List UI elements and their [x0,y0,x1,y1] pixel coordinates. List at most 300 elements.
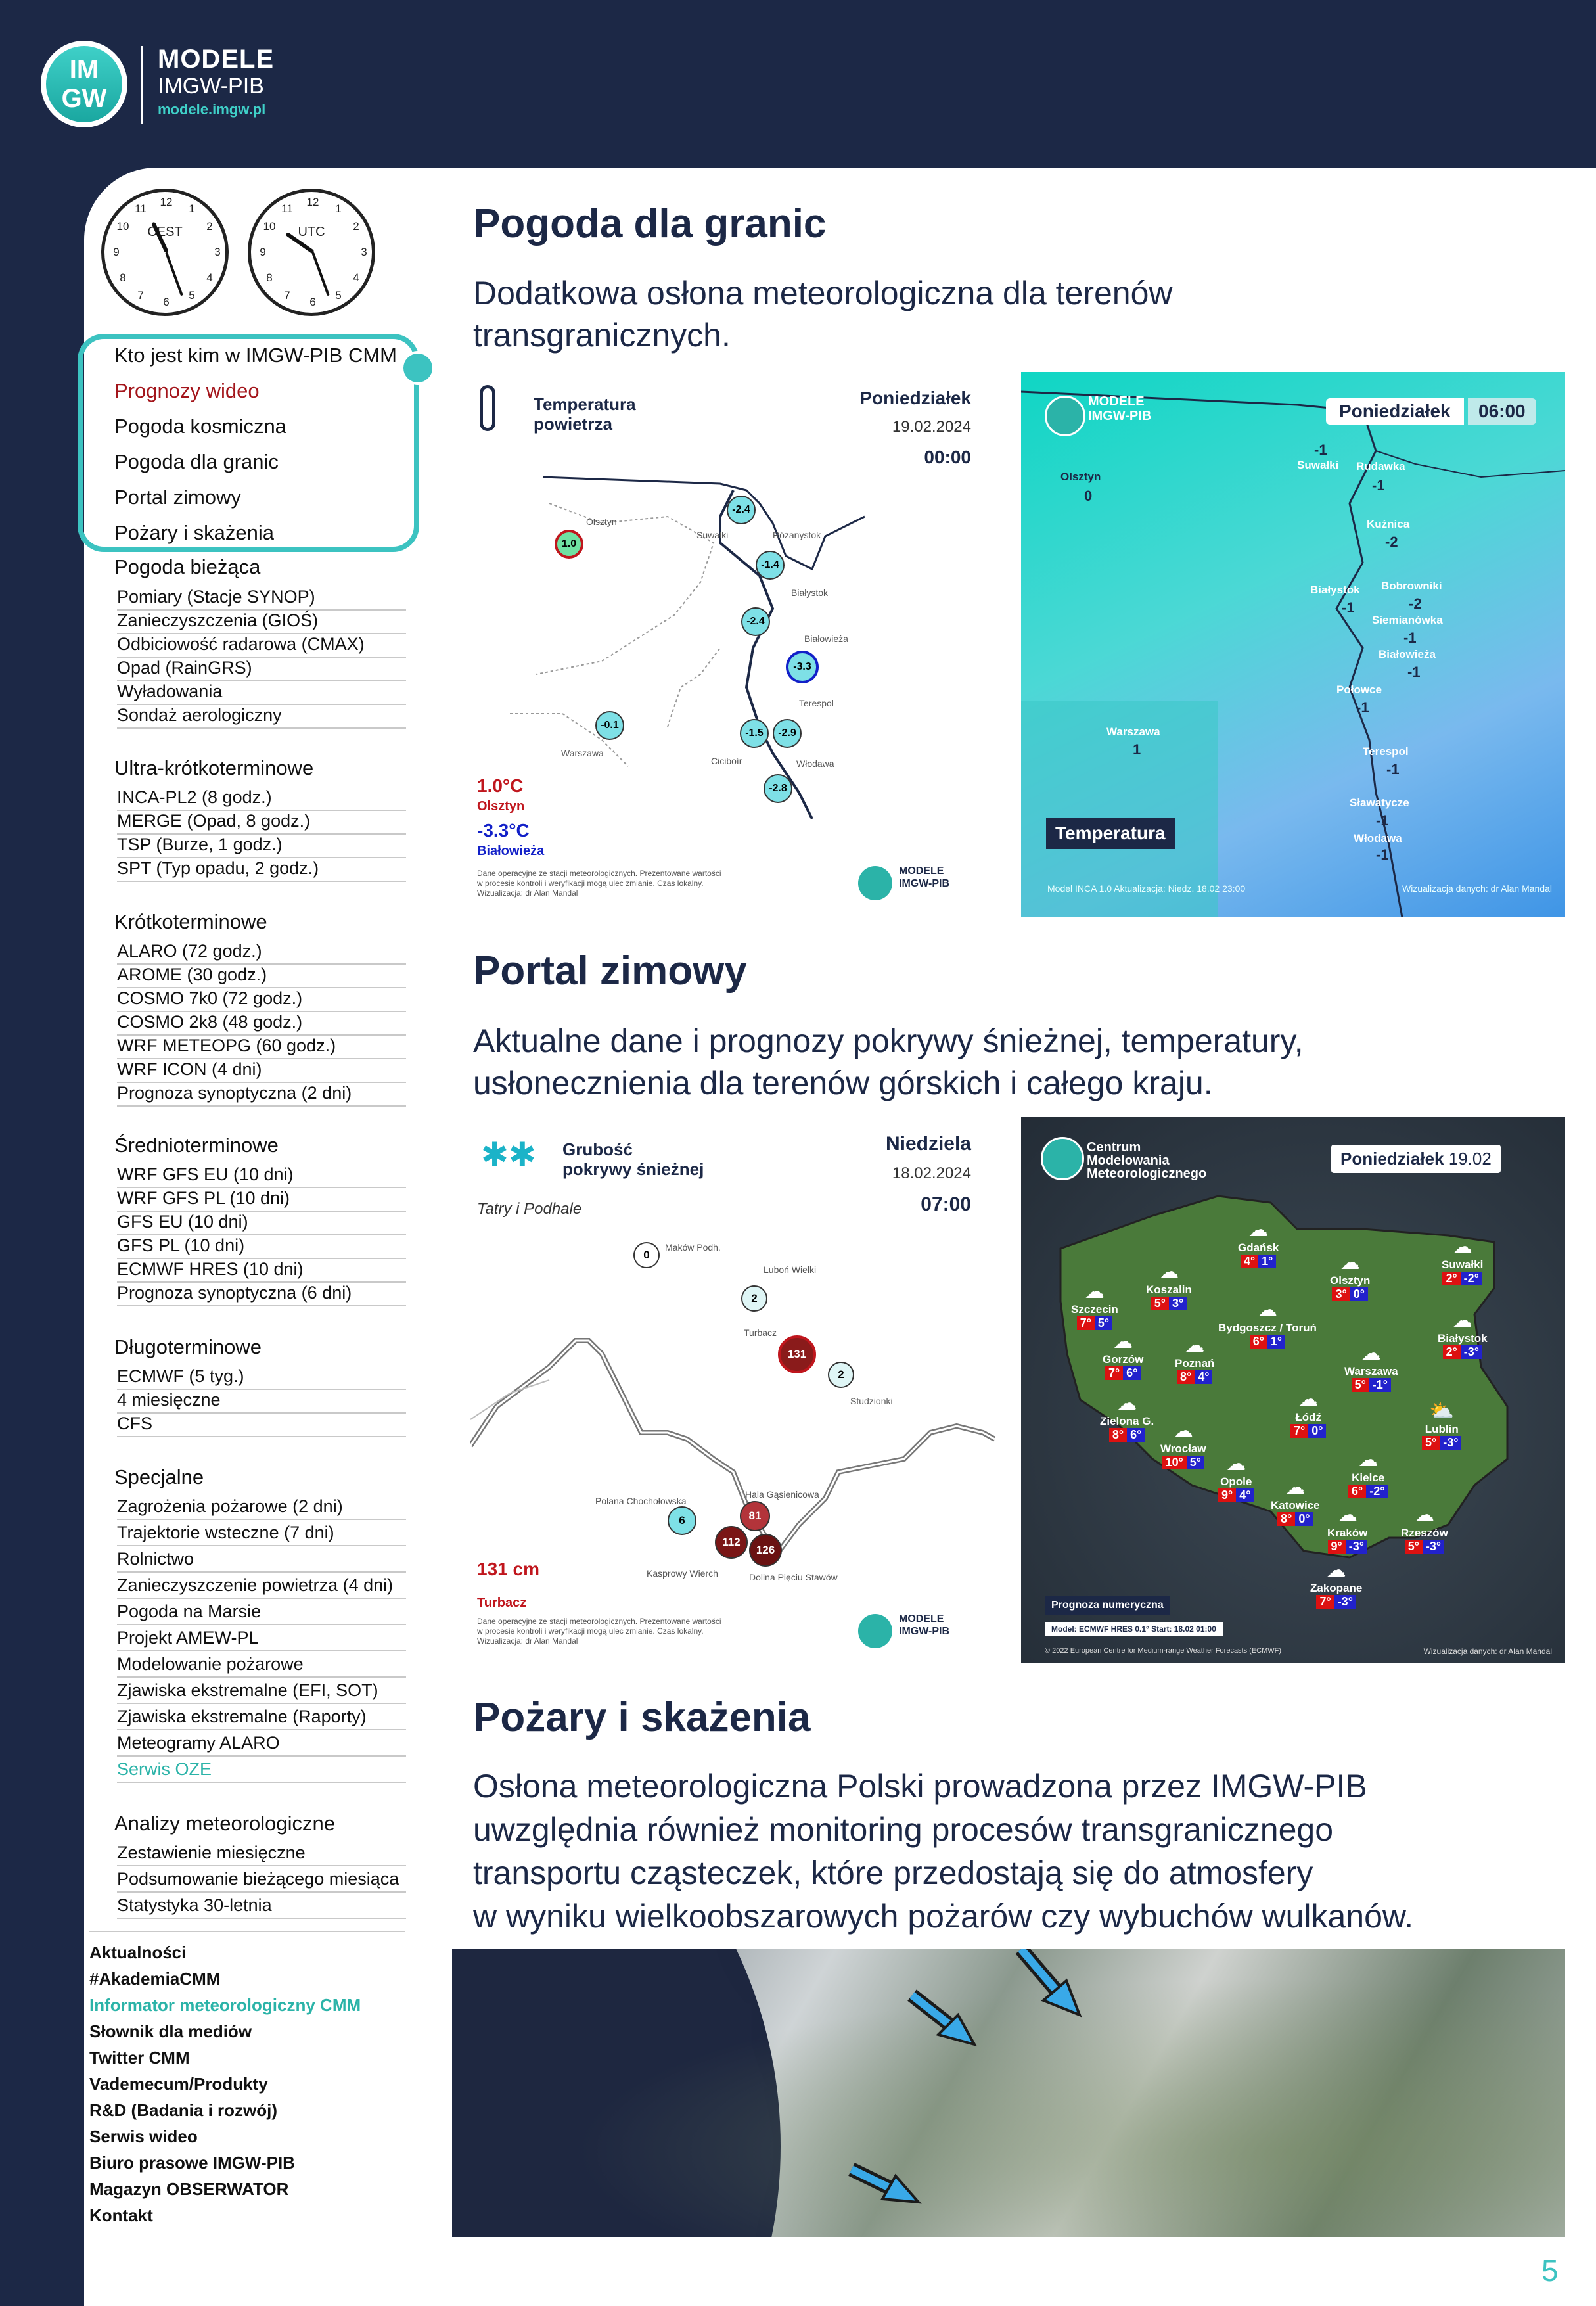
nav-subitem[interactable]: Meteogramy ALARO [117,1733,406,1757]
inca-point-value: -2 [1409,595,1422,612]
city-name: Wrocław [1160,1442,1206,1455]
city-name: Opole [1220,1475,1252,1488]
nav-subitem[interactable]: Odbiciowość radarowa (CMAX) [117,634,406,658]
nav-subitem[interactable]: Zjawiska ekstremalne (EFI, SOT) [117,1680,406,1704]
temp-min: 4° [1236,1488,1254,1502]
nav-item-pogoda-kosmiczna[interactable]: Pogoda kosmiczna [114,415,286,438]
map-footer-left: Model INCA 1.0 Aktualizacja: Niedz. 18.02 23:00 [1047,883,1246,894]
clock-label: CEST [147,225,183,239]
station-bubble[interactable]: -1.4 [756,551,785,580]
map-label: Temperatura [1046,818,1175,849]
nav-subitem[interactable]: 4 miesięczne [117,1390,406,1414]
city-name: Koszalin [1146,1283,1192,1296]
temp-min: -3° [1346,1540,1367,1554]
nav-subitem[interactable]: COSMO 2k8 (48 godz.) [117,1012,406,1036]
station-bubble[interactable]: 6 [668,1506,696,1535]
nav-group-title: Pogoda bieżąca [114,555,261,578]
inca-point-value: -1 [1386,761,1400,777]
temp-max: 5° [1352,1378,1369,1392]
nav-subitem[interactable]: WRF GFS PL (10 dni) [117,1188,406,1212]
temp-max: 8° [1177,1370,1195,1384]
city-name: Łódź [1295,1411,1322,1423]
temp-max: 7° [1077,1316,1095,1330]
cloud-icon: ☁ [1452,1236,1472,1258]
temp-min: 1° [1267,1335,1285,1349]
map-brand: MODELE IMGW-PIB [899,1613,949,1637]
section-text: Dodatkowa osłona meteorologiczna dla terenów [473,275,1173,311]
city-name: Szczecin [1071,1303,1118,1316]
inca-point-value: -1 [1314,442,1327,458]
imgw-logo-mark: IM GW [46,46,122,122]
forecast-city [1100,1392,1154,1442]
station-bubble[interactable]: -0.1 [595,711,624,740]
cloud-icon: ☁ [1113,1331,1133,1352]
inca-point-value: -1 [1403,630,1417,646]
map-title: Temperatura powietrza [534,394,636,434]
clock-number: 12 [306,196,319,208]
nav-link[interactable]: Kontakt [89,2205,153,2225]
clock-number: 4 [353,271,359,284]
cloud-icon: ☁ [1226,1453,1246,1475]
nav-subitem[interactable]: ALARO (72 godz.) [117,941,406,965]
temp-min: -1° [1369,1378,1391,1392]
map-title: Grubość pokrywy śnieżnej [562,1140,704,1179]
min-city: Białowieża [477,844,545,858]
section-title: Portal zimowy [473,948,747,994]
temp-max: 7° [1105,1366,1123,1380]
map-time: 00:00 [924,447,971,467]
section-text: Osłona meteorologiczna Polski prowadzona przez IMGW-PIB [473,1768,1367,1805]
section-text: transportu cząsteczek, które przedostają się do atmosfery [473,1855,1313,1891]
forecast-label: Prognoza numeryczna [1045,1596,1170,1615]
city-name: Rzeszów [1401,1527,1448,1539]
nav-group-title: Średnioterminowe [114,1134,279,1157]
cloud-icon: ☁ [1158,1261,1179,1283]
clock-number: 5 [189,289,195,302]
imgw-logo-small [1045,396,1085,436]
station-bubble[interactable]: -1.5 [740,719,769,748]
inca-point-name: Połowce [1336,683,1382,696]
forecast-city [1146,1260,1192,1310]
inca-point-value: -1 [1376,812,1389,829]
imgw-logo-small [1041,1137,1084,1180]
map-footer-right: Wizualizacja danych: dr Alan Mandal [1402,883,1552,894]
temp-max: 6° [1348,1485,1366,1498]
minute-hand [165,252,183,296]
brand-url[interactable]: modele.imgw.pl [158,101,266,118]
logo-separator [141,46,143,124]
transport-arrows [452,1949,1565,2237]
max-city: Turbacz [477,1596,527,1610]
inca-point-value: -1 [1342,599,1355,616]
nav-divider [89,1931,405,1932]
station-name: Luboń Wielki [764,1264,817,1275]
temp-min: -3° [1423,1540,1444,1554]
city-name: Lublin [1425,1423,1459,1435]
map-brand: Centrum Modelowania Meteorologicznego [1087,1140,1207,1181]
clock-number: 1 [335,202,342,215]
cloud-icon: ☁ [1173,1420,1193,1442]
nav-item-kto-jest-kim[interactable]: Kto jest kim w IMGW-PIB CMM [114,344,398,367]
map-date: 18.02.2024 [892,1165,971,1182]
nav-item-prognozy-wideo[interactable]: Prognozy wideo [114,379,260,402]
station-name: Warszawa [561,748,604,758]
map-brand: MODELE IMGW-PIB [1088,394,1152,423]
sun-cloud-icon: ⛅ [1429,1400,1454,1422]
forecast-city [1290,1388,1326,1438]
forecast-city [1160,1419,1206,1469]
nav-subitem[interactable]: WRF METEOPG (60 godz.) [117,1036,406,1059]
forecast-city [1071,1280,1118,1330]
clock-number: 3 [214,246,221,258]
nav-subitem[interactable]: WRF ICON (4 dni) [117,1059,406,1083]
station-name: Włodawa [796,758,834,769]
nav-subitem[interactable]: WRF GFS EU (10 dni) [117,1165,406,1188]
temp-min: -3° [1440,1436,1461,1450]
station-bubble[interactable]: -2.4 [727,496,756,524]
clock-number: 2 [206,220,213,233]
inca-point-value: -1 [1372,477,1385,494]
forecast-footer-right: Wizualizacja danych: dr Alan Mandal [1423,1647,1552,1656]
city-name: Kraków [1327,1527,1368,1539]
temp-min: 6° [1123,1366,1141,1380]
city-name: Zakopane [1310,1582,1363,1594]
station-name: Białystok [791,588,829,598]
nav-link[interactable]: Vademecum/Produkty [89,2074,268,2094]
cloud-icon: ☁ [1185,1335,1205,1356]
nav-subitem[interactable]: CFS [117,1414,406,1437]
map-footer: Dane operacyjne ze stacji meteorologicznych. Prezentowane wartości w procesie kontroli i weryfikacji mogą ulec zmianie. Czas lokalny. Wizualizacja: dr Alan Mandal [477,1617,721,1646]
forecast-footer-left: © 2022 European Centre for Medium-range Weather Forecasts (ECMWF) [1045,1647,1282,1655]
temp-min: -3° [1461,1345,1482,1359]
forecast-city [1330,1251,1370,1301]
nav-group-title: Długoterminowe [114,1335,262,1358]
nav-subitem[interactable]: Prognoza synoptyczna (6 dni) [117,1283,406,1306]
temp-min: 0° [1295,1512,1313,1526]
map-date: 19.02.2024 [892,418,971,436]
cloud-icon: ☁ [1248,1219,1269,1241]
temp-max: 2° [1443,1345,1461,1359]
nav-group-title: Ultra-krótkoterminowe [114,756,314,779]
nav-subitem[interactable]: Opad (RainGRS) [117,658,406,681]
temp-min: -2° [1461,1272,1482,1285]
nav-item-portal-zimowy[interactable]: Portal zimowy [114,486,241,509]
temp-min: 3° [1169,1297,1187,1310]
thermometer-icon [480,385,495,431]
map-time: 07:00 [921,1193,971,1215]
nav-link[interactable]: Aktualności [89,1943,187,1962]
snow-depth-map-card[interactable] [470,1117,995,1661]
clock-number: 11 [135,202,147,215]
nav-subitem[interactable]: Pogoda na Marsie [117,1602,406,1625]
cloud-icon: ☁ [1326,1559,1346,1581]
cloud-icon: ☁ [1340,1252,1360,1274]
minute-hand [311,252,330,296]
map-day: Poniedziałek [1326,398,1464,425]
temp-max: 6° [1250,1335,1267,1349]
inca-point-value: 0 [1084,488,1093,504]
nav-group-title: Analizy meteorologiczne [114,1812,336,1835]
nav-subitem[interactable]: ECMWF (5 tyg.) [117,1366,406,1390]
inca-point-name: Siemianówka [1372,614,1443,626]
temperature-map-borders [470,372,995,916]
clock-number: 2 [353,220,359,233]
temp-max: 5° [1405,1540,1423,1554]
nav-subitem[interactable]: Zagrożenia pożarowe (2 dni) [117,1496,406,1520]
temp-max: 7° [1290,1424,1308,1438]
section-text: transgranicznych. [473,317,731,354]
station-name: Dolina Pięciu Stawów [749,1572,838,1582]
nav-subitem[interactable]: Podsumowanie bieżącego miesiąca [117,1869,406,1893]
inca-point-name: Olsztyn [1060,471,1101,483]
inca-point-name: Białystok [1310,584,1360,596]
section-title: Pogoda dla granic [473,201,827,246]
forecast-model: Model: ECMWF HRES 0.1° Start: 18.02 01:00 [1045,1622,1223,1636]
station-bubble[interactable]: -3.3 [786,651,819,683]
nav-subitem[interactable]: Projekt AMEW-PL [117,1628,406,1651]
nav-subitem[interactable]: Zjawiska ekstremalne (Raporty) [117,1707,406,1730]
temp-min: 5° [1187,1456,1204,1469]
nav-subitem[interactable]: Wyładowania [117,681,406,705]
inca-point-value: -2 [1385,534,1398,550]
clock-number: 10 [116,220,129,233]
forecast-city [1310,1559,1362,1609]
temp-max: 7° [1316,1595,1334,1609]
section-text: Aktualne dane i prognozy pokrywy śnieżnej, temperatury, [473,1023,1304,1059]
station-bubble[interactable]: -2.9 [773,719,802,748]
cloud-icon: ☁ [1298,1389,1319,1410]
map-day: Poniedziałek [859,388,971,408]
section-text: uwzględnia również monitoring procesów transgranicznego [473,1811,1334,1848]
clock-utc [248,189,375,316]
station-name: Studzionki [850,1396,893,1406]
clock-number: 1 [189,202,195,215]
temp-min: 1° [1258,1255,1276,1268]
nav-subitem[interactable]: TSP (Burze, 1 godz.) [117,835,406,858]
clock-number: 11 [281,202,293,215]
temp-min: -3° [1334,1595,1356,1609]
forecast-city [1348,1448,1388,1498]
station-name: Terespol [799,698,834,708]
nav-subitem[interactable]: MERGE (Opad, 8 godz.) [117,811,406,835]
station-name: Turbacz [744,1327,777,1338]
nav-group-title: Specjalne [114,1465,204,1488]
cloud-icon: ☁ [1337,1504,1357,1526]
nav-item-pozary[interactable]: Pożary i skażenia [114,521,274,544]
station-bubble[interactable]: 1.0 [555,530,583,559]
forecast-city [1438,1309,1488,1359]
nav-link[interactable]: Biuro prasowe IMGW-PIB [89,2153,295,2173]
city-name: Warszawa [1344,1365,1398,1377]
city-name: Białystok [1438,1332,1488,1345]
nav-subitem[interactable]: Prognoza synoptyczna (2 dni) [117,1083,406,1107]
city-name: Gdańsk [1238,1241,1279,1254]
clock-number: 8 [266,271,273,284]
max-city: Olsztyn [477,799,525,814]
nav-subitem[interactable]: Modelowanie pożarowe [117,1654,406,1678]
inca-temperature-map[interactable] [1021,372,1565,917]
temp-max: 9° [1328,1540,1346,1554]
temp-max: 5° [1422,1436,1440,1450]
nav-subitem[interactable]: Statystyka 30-letnia [117,1895,406,1919]
station-name: Hala Gąsienicowa [745,1489,819,1500]
station-name: Polana Chochołowska [595,1496,687,1506]
nav-subitem[interactable]: Trajektorie wsteczne (7 dni) [117,1523,406,1546]
nav-link[interactable]: Serwis wideo [89,2127,198,2146]
city-name: Katowice [1271,1499,1320,1511]
nav-collapse-toggle[interactable] [401,351,435,385]
clock-number: 10 [263,220,276,233]
map-day: Niedziela [885,1133,971,1155]
nav-subitem[interactable]: GFS EU (10 dni) [117,1212,406,1235]
station-bubble[interactable]: 2 [741,1285,767,1312]
station-name: Ciciboír [711,756,742,766]
station-bubble[interactable]: 81 [740,1501,770,1531]
inca-point-name: Suwałki [1297,459,1339,471]
temp-max: 8° [1277,1512,1295,1526]
nav-subitem[interactable]: Pomiary (Stacje SYNOP) [117,587,406,611]
cloud-icon: ☁ [1117,1393,1137,1414]
inca-point-name: Włodawa [1354,832,1402,844]
city-name: Gorzów [1103,1353,1144,1366]
nav-subitem[interactable]: Zanieczyszczenie powietrza (4 dni) [117,1575,406,1599]
station-bubble[interactable]: -2.4 [741,607,770,636]
clock-number: 8 [120,271,126,284]
clock-number: 7 [284,289,290,302]
nav-subitem[interactable]: Rolnictwo [117,1549,406,1573]
nav-link[interactable]: #AkademiaCMM [89,1969,221,1989]
temp-min: 4° [1195,1370,1212,1384]
nav-subitem[interactable]: AROME (30 godz.) [117,965,406,988]
temperature-map-card[interactable] [470,372,995,916]
station-bubble[interactable]: 2 [828,1362,854,1388]
temp-max: 4° [1241,1255,1258,1268]
forecast-city [1218,1299,1317,1349]
snowflake-icon: ✱✱ [481,1136,536,1173]
nav-subitem[interactable]: Zestawienie miesięczne [117,1843,406,1866]
forecast-city [1271,1476,1320,1526]
brand-subtitle: IMGW-PIB [158,74,264,99]
map-brand: MODELE IMGW-PIB [899,865,949,889]
city-name: Bydgoszcz / Toruń [1218,1322,1317,1334]
map-date-box [1331,1145,1501,1173]
inca-point-name: Białowieża [1379,648,1436,660]
nav-link[interactable]: Twitter CMM [89,2048,190,2067]
cloud-icon: ☁ [1414,1504,1434,1526]
nav-subitem[interactable]: Zanieczyszczenia (GIOŚ) [117,611,406,634]
forecast-city [1327,1504,1367,1554]
clock-number: 12 [160,196,173,208]
inca-point-name: Warszawa [1106,726,1160,738]
nav-subitem[interactable]: Sondaż aerologiczny [117,705,406,729]
section-text: w wyniku wielkoobszarowych pożarów czy wybuchów wulkanów. [473,1898,1414,1935]
clock-number: 9 [260,246,266,258]
nav-item-pogoda-dla-granic[interactable]: Pogoda dla granic [114,450,279,473]
clock-label: UTC [298,225,325,239]
forecast-city [1422,1400,1461,1450]
forecast-city [1344,1342,1398,1392]
station-bubble[interactable]: -2.8 [764,774,792,803]
nav-subitem[interactable]: COSMO 7k0 (72 godz.) [117,988,406,1012]
snow-map-terrain [470,1117,995,1661]
nav-link[interactable]: Informator meteorologiczny CMM [89,1995,361,2015]
temp-max: 9° [1218,1488,1236,1502]
inca-point-value: -1 [1376,846,1389,863]
nav-subitem[interactable]: SPT (Typ opadu, 2 godz.) [117,858,406,882]
station-bubble[interactable]: 0 [633,1242,660,1268]
page-number: 5 [1541,2253,1559,2288]
clock-number: 3 [361,246,367,258]
city-name: Poznań [1175,1357,1215,1370]
city-name: Olsztyn [1330,1274,1371,1287]
map-footer: Dane operacyjne ze stacji meteorologicznych. Prezentowane wartości w procesie kontroli i weryfikacji mogą ulec zmianie. Czas lokalny. Wizualizacja: dr Alan Mandal [477,869,721,898]
station-bubble[interactable]: 131 [778,1335,816,1373]
clock-number: 5 [335,289,342,302]
brand-title: MODELE [158,45,275,74]
ecmwf-forecast-map[interactable] [1021,1117,1565,1663]
inca-point-name: Bobrowniki [1381,580,1442,592]
temp-max: 5° [1151,1297,1169,1310]
temp-max: 3° [1332,1287,1350,1301]
nav-subitem[interactable]: Serwis OZE [117,1759,406,1783]
section-title: Pożary i skażenia [473,1695,811,1740]
station-name: Maków Podh. [665,1242,721,1253]
map-date: 19.02 [1448,1149,1492,1168]
nav-link[interactable]: Słownik dla mediów [89,2021,252,2041]
imgw-logo-small [858,866,892,900]
nav-subitem[interactable]: GFS PL (10 dni) [117,1235,406,1259]
clock-number: 6 [163,296,170,308]
inca-point-name: Kuźnica [1367,518,1410,530]
inca-point-value: 1 [1133,741,1141,758]
forecast-city [1442,1235,1483,1285]
nav-subitem[interactable]: INCA-PL2 (8 godz.) [117,787,406,811]
station-name: Suwałki [696,530,729,540]
inca-point-value: -1 [1356,699,1369,716]
temp-max: 10° [1162,1456,1187,1469]
inca-point-name: Terespol [1363,745,1409,758]
nav-link[interactable]: R&D (Badania i rozwój) [89,2100,278,2120]
station-name: Różanystok [773,530,821,540]
nav-link[interactable]: Magazyn OBSERWATOR [89,2179,289,2199]
station-bubble[interactable]: 112 [715,1526,748,1559]
max-value: 131 cm [477,1559,539,1579]
city-name: Suwałki [1442,1258,1484,1271]
nav-subitem[interactable]: ECMWF HRES (10 dni) [117,1259,406,1283]
map-region: Tatry i Podhale [477,1200,582,1218]
cloud-icon: ☁ [1084,1281,1105,1303]
city-name: Kielce [1352,1471,1385,1484]
cloud-icon: ☁ [1358,1449,1379,1471]
city-name: Zielona G. [1100,1415,1154,1427]
section-text: usłonecznienia dla terenów górskich i całego kraju. [473,1065,1213,1101]
forecast-city [1175,1334,1214,1384]
temp-max: 8° [1109,1428,1127,1442]
imgw-logo-small [858,1614,892,1648]
inca-point-name: Sławatycze [1350,796,1409,809]
clock-number: 7 [137,289,144,302]
cloud-icon: ☁ [1257,1299,1277,1321]
temp-min: 0° [1308,1424,1326,1438]
station-bubble[interactable]: 126 [749,1534,782,1567]
forecast-city [1218,1452,1254,1502]
forecast-city [1103,1330,1143,1380]
inca-point-name: Rudawka [1356,460,1405,473]
cloud-icon: ☁ [1285,1477,1306,1498]
min-value: -3.3°C [477,820,530,841]
map-time: 06:00 [1468,398,1536,425]
temp-min: 5° [1095,1316,1112,1330]
